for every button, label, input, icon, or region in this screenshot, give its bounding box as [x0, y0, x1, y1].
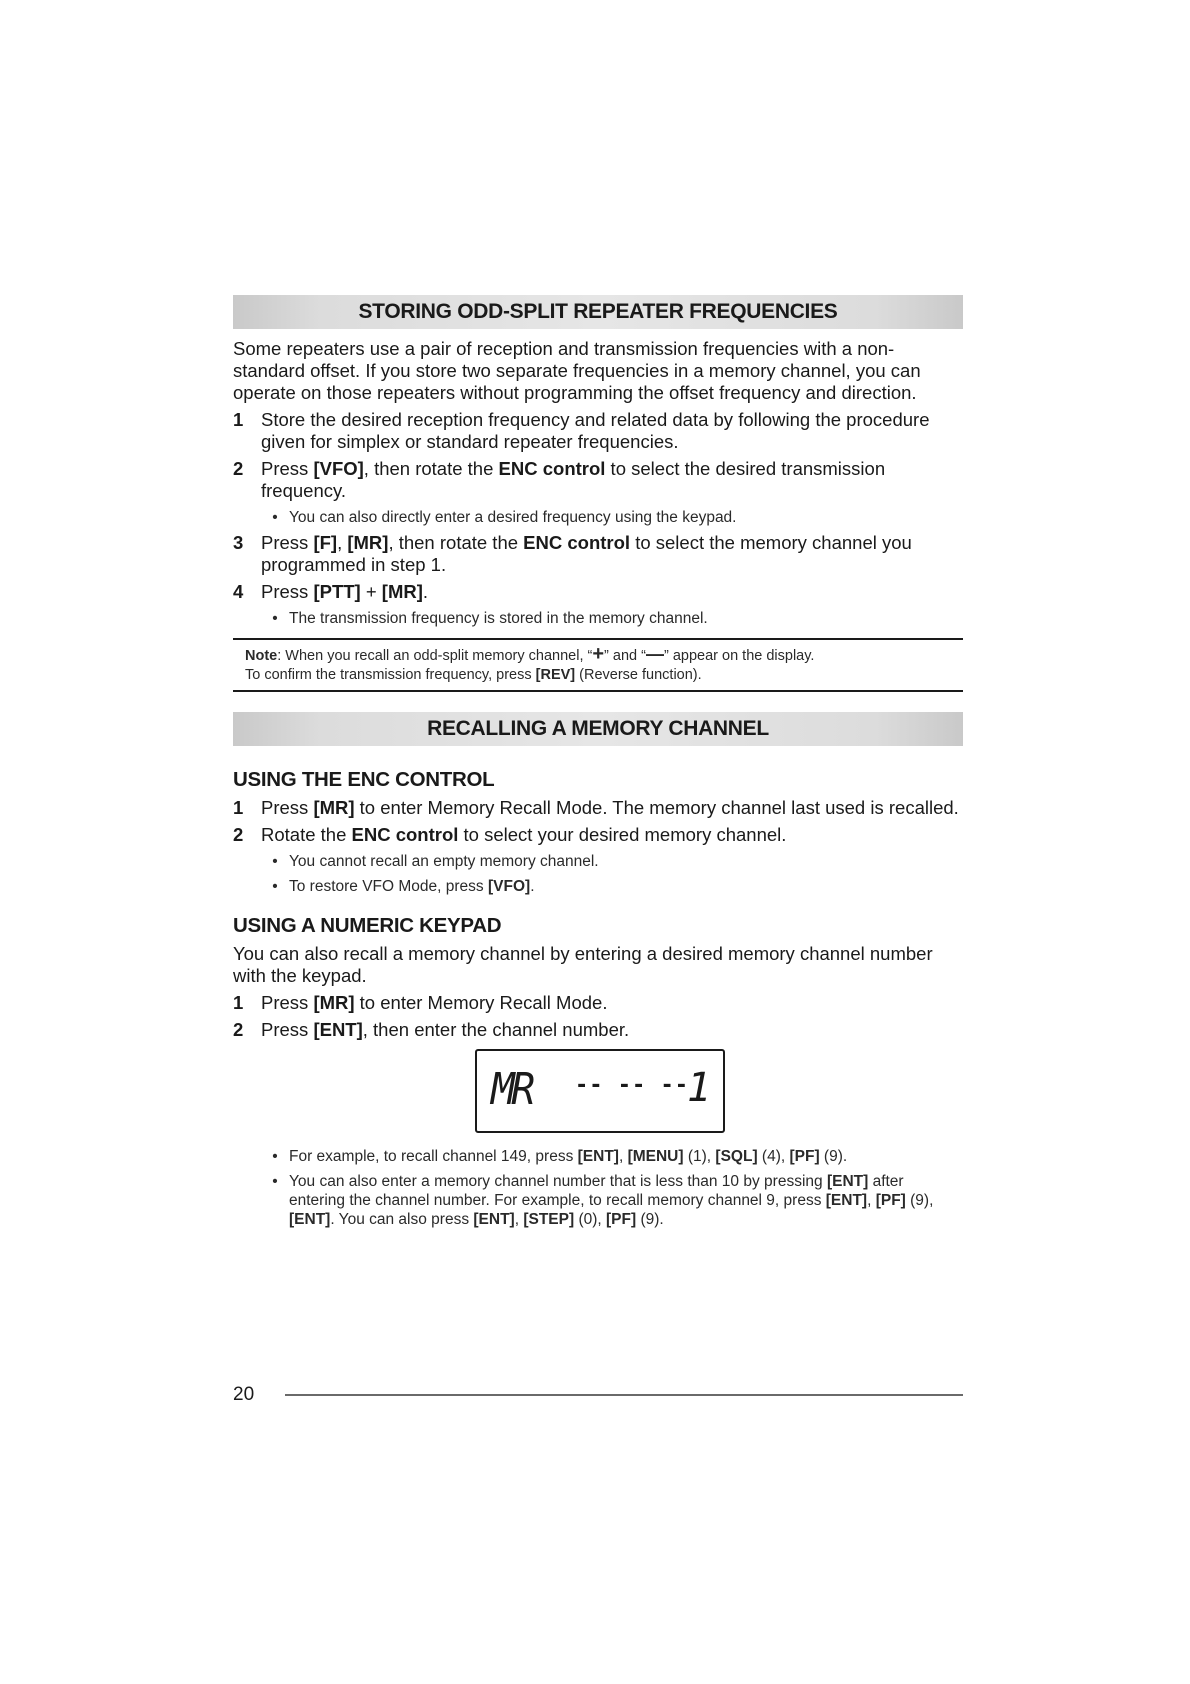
bullet-item: • To restore VFO Mode, press [VFO].	[272, 878, 535, 895]
step-text: Press [MR] to enter Memory Recall Mode.	[261, 992, 608, 1013]
minus-icon: —	[645, 644, 664, 664]
key-label: [MR]	[381, 581, 423, 602]
lcd-channel-dashes: -- -- --	[575, 1073, 689, 1098]
page-number: 20	[233, 1384, 255, 1405]
keypad-intro: You can also recall a memory channel by entering a desired memory channel number with the keypad.	[233, 943, 933, 986]
step-text: Press [VFO], then rotate the ENC control to select the desired transmission frequency.	[261, 458, 886, 501]
lcd-mode-indicator: MR	[491, 1064, 532, 1115]
key-label: [ENT]	[313, 1019, 363, 1040]
step-number: 1	[233, 797, 244, 818]
section-title-odd-split: STORING ODD-SPLIT REPEATER FREQUENCIES	[233, 295, 963, 329]
key-label: [REV]	[535, 667, 576, 683]
control-label: ENC control	[351, 824, 459, 845]
step-number: 4	[233, 581, 244, 602]
lcd-digit: 1	[686, 1065, 711, 1111]
key-label: [VFO]	[313, 458, 364, 479]
step-number: 2	[233, 824, 244, 845]
step-text: Press [F], [MR], then rotate the ENC control to select the memory channel you programmed in step 1.	[261, 532, 912, 575]
step-text: Press [ENT], then enter the channel number.	[261, 1019, 630, 1040]
step-1	[233, 992, 963, 1014]
key-label: [VFO]	[488, 878, 531, 895]
step-number: 1	[233, 992, 244, 1013]
bullet-item: • You can also directly enter a desired frequency using the keypad.	[272, 509, 737, 526]
odd-split-intro: Some repeaters use a pair of reception and transmission frequencies with a non-standard offset. If you store two separate frequencies in a memory channel, you can operate on those repeaters without programming the offset frequency and direction.	[233, 338, 921, 403]
step-4	[233, 581, 963, 603]
step-2	[233, 458, 963, 502]
step-number: 1	[233, 409, 244, 430]
bullet-item: • You cannot recall an empty memory channel.	[272, 853, 599, 870]
key-label: [F]	[313, 532, 338, 553]
section-title-recalling: RECALLING A MEMORY CHANNEL	[233, 712, 963, 746]
control-label: ENC control	[523, 532, 631, 553]
step-number: 3	[233, 532, 244, 553]
manual-page	[233, 295, 963, 1229]
step-1	[233, 797, 963, 819]
key-label: [MR]	[347, 532, 389, 553]
step-number: 2	[233, 1019, 244, 1040]
key-label: [MR]	[313, 797, 355, 818]
note-label: Note	[245, 648, 278, 664]
step-2	[233, 1019, 963, 1041]
bullet-item: • The transmission frequency is stored in the memory channel.	[272, 610, 708, 627]
step-3	[233, 532, 963, 576]
footer-rule	[285, 1394, 963, 1396]
step-1	[233, 409, 963, 453]
control-label: ENC control	[498, 458, 606, 479]
note-box: Note: When you recall an odd-split memory channel, “+” and “—” appear on the display. To confirm the transmission frequency, press [REV] (Reverse function).	[233, 638, 963, 692]
page-footer	[233, 1384, 963, 1406]
step-text: Press [MR] to enter Memory Recall Mode. The memory channel last used is recalled.	[261, 797, 959, 818]
step-text: Store the desired reception frequency and related data by following the procedure given for simplex or standard repeater frequencies.	[261, 409, 930, 452]
step-number: 2	[233, 458, 244, 479]
subheading-enc-control: USING THE ENC CONTROL	[233, 768, 495, 791]
step-text: Press [PTT] + [MR].	[261, 581, 429, 602]
step-2	[233, 824, 963, 846]
key-label: [MR]	[313, 992, 355, 1013]
bullet-item: • For example, to recall channel 149, press [ENT], [MENU] (1), [SQL] (4), [PF] (9).	[272, 1148, 848, 1165]
plus-icon: +	[592, 643, 605, 665]
step-text: Rotate the ENC control to select your desired memory channel.	[261, 824, 787, 845]
subheading-numeric-keypad: USING A NUMERIC KEYPAD	[233, 914, 502, 937]
lcd-display	[475, 1049, 725, 1133]
key-label: [PTT]	[313, 581, 361, 602]
bullet-item: • You can also enter a memory channel number that is less than 10 by pressing [ENT] after entering the channel number. For example, to recall memory channel 9, press [ENT], [PF] (9), [ENT]. You can also press [ENT], [STEP] (0), [PF] (9).	[272, 1173, 934, 1228]
